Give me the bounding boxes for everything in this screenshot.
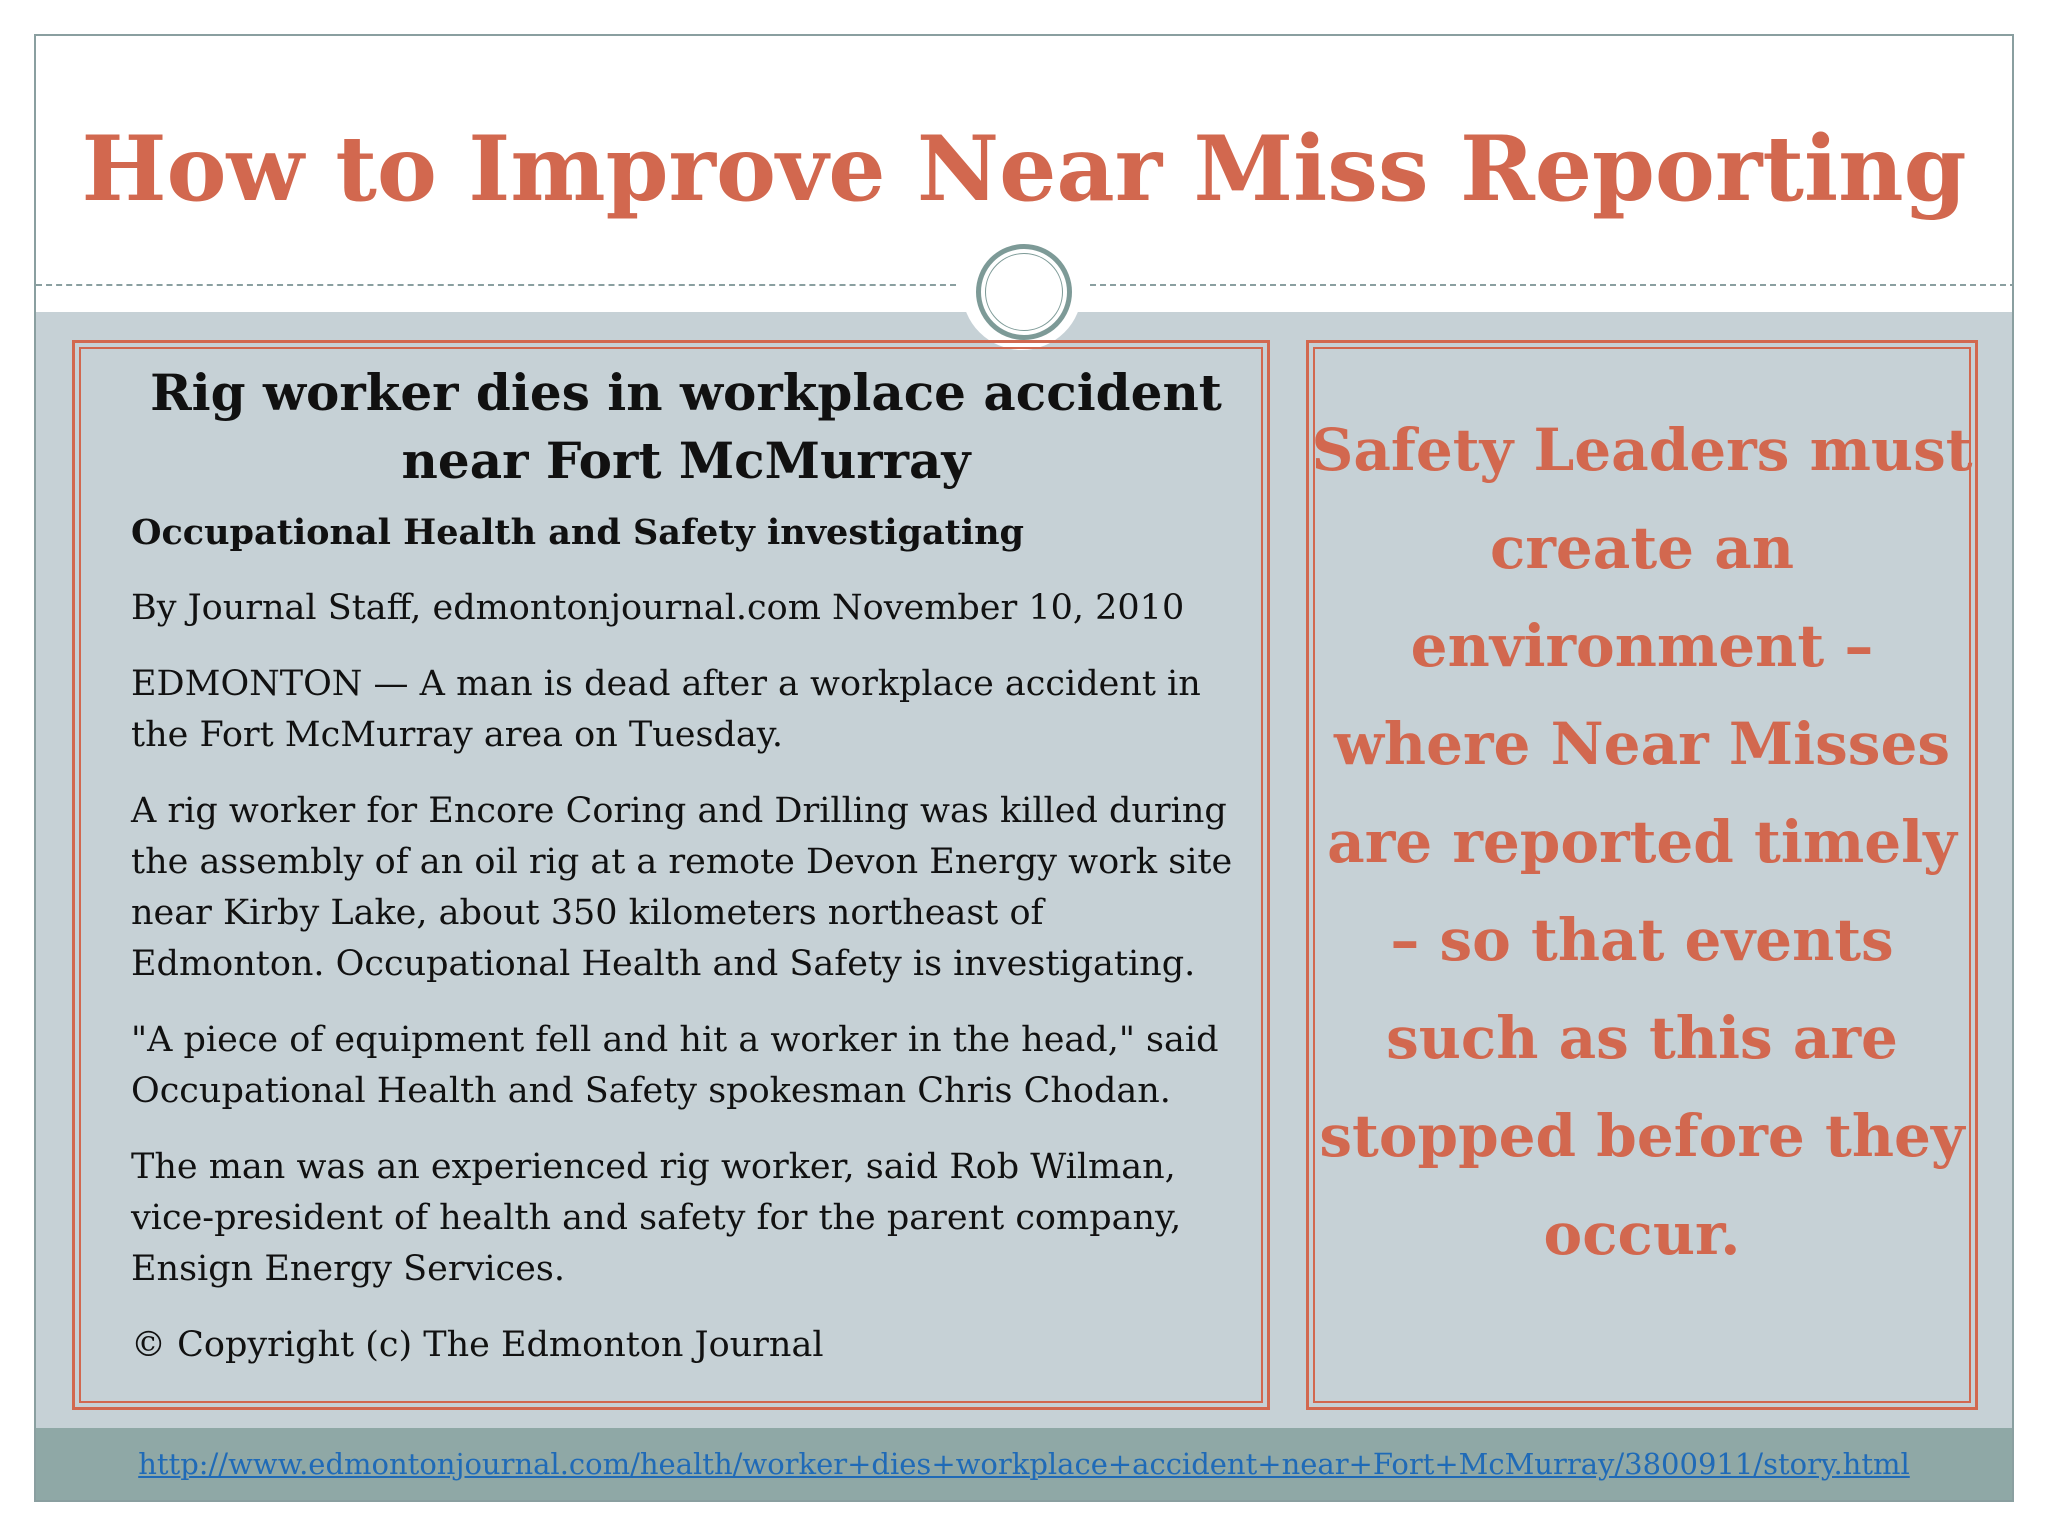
callout-panel	[1306, 340, 1978, 1410]
callout-text: Safety Leaders must create an environment – where Near Misses are reported timely – so that events such as this are stopped before they occur.	[1311, 416, 1973, 1268]
footer-bar	[36, 1428, 2012, 1502]
article-paragraph: The man was an experienced rig worker, said Rob Wilman, vice-president of health and safety for the parent company, Ensign Energy Services.	[131, 1147, 1182, 1289]
article-paragraph: "A piece of equipment fell and hit a worker in the head," said Occupational Health and Safety spokesman Chris Chodan.	[131, 1020, 1219, 1111]
title-divider-right	[1090, 284, 2014, 286]
article-headline: Rig worker dies in workplace accident near Fort McMurray	[150, 363, 1222, 490]
source-link[interactable]: http://www.edmontonjournal.com/health/worker+dies+workplace+accident+near+Fort+McMurray/3800911/story.html	[138, 1447, 1910, 1481]
article-subhead: Occupational Health and Safety investigating	[131, 512, 1025, 553]
ornament-ring	[976, 244, 1072, 340]
news-article	[131, 359, 1241, 1396]
circle-ornament-icon	[962, 230, 1082, 350]
article-panel	[72, 340, 1270, 1410]
article-byline: By Journal Staff, edmontonjournal.com November 10, 2010	[131, 588, 1185, 628]
title-divider-left	[36, 284, 956, 286]
article-paragraph: EDMONTON — A man is dead after a workplace accident in the Fort McMurray area on Tuesday.	[131, 664, 1201, 755]
slide-title: How to Improve Near Miss Reporting	[81, 116, 1967, 222]
slide	[34, 34, 2014, 1502]
article-copyright: © Copyright (c) The Edmonton Journal	[131, 1325, 824, 1365]
article-paragraph: A rig worker for Encore Coring and Drilling was killed during the assembly of an oil rig at a remote Devon Energy work site near Kirby Lake, about 350 kilometers northeast of Edmonton. Occupational Health and Safety is investigating.	[131, 791, 1233, 984]
